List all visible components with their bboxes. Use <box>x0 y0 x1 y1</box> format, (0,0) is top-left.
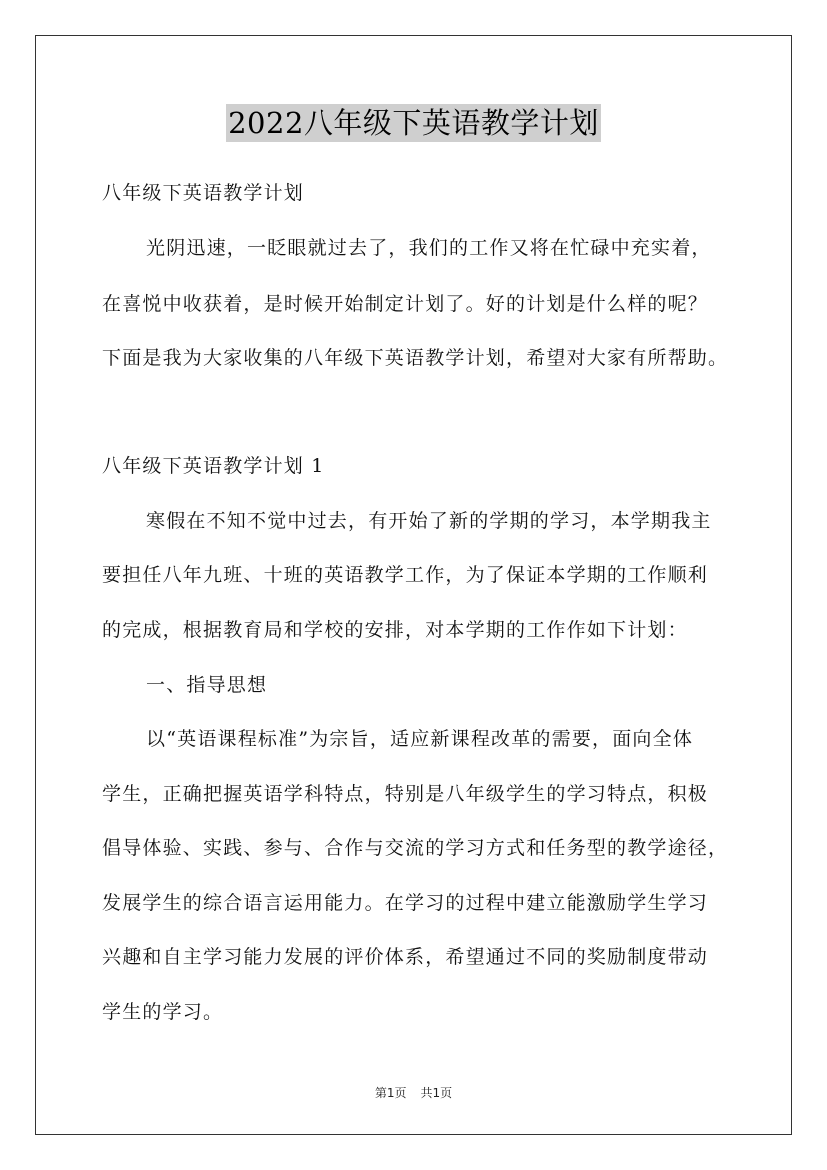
intro-line-1: 光阴迅速，一眨眼就过去了，我们的工作又将在忙碌中充实着， <box>146 237 712 259</box>
section-line-3: 的完成，根据教育局和学校的安排，对本学期的工作作如下计划： <box>102 619 688 641</box>
footer-page-number: 第1页 <box>374 1086 407 1100</box>
page-footer <box>0 1084 827 1101</box>
guide-line-2: 学生，正确把握英语学科特点，特别是八年级学生的学习特点，积极 <box>102 783 709 805</box>
guide-line-4: 发展学生的综合语言运用能力。在学习的过程中建立能激励学生学习 <box>102 892 709 914</box>
intro-line-3: 下面是我为大家收集的八年级下英语教学计划，希望对大家有所帮助。 <box>102 347 729 369</box>
guide-line-6: 学生的学习。 <box>102 1001 224 1023</box>
subtitle: 八年级下英语教学计划 <box>102 182 305 204</box>
guide-line-3: 倡导体验、实践、参与、合作与交流的学习方式和任务型的教学途径， <box>102 837 729 859</box>
document-title <box>0 104 827 142</box>
guide-line-1: 以“英语课程标准”为宗旨，适应新课程改革的需要，面向全体 <box>146 728 694 750</box>
document-title-text: 2022八年级下英语教学计划 <box>228 106 599 140</box>
section-line-1: 寒假在不知不觉中过去，有开始了新的学期的学习，本学期我主 <box>146 510 712 532</box>
intro-line-2: 在喜悦中收获着，是时候开始制定计划了。好的计划是什么样的呢？ <box>102 293 709 315</box>
guide-line-5: 兴趣和自主学习能力发展的评价体系，希望通过不同的奖励制度带动 <box>102 946 709 968</box>
section-heading: 八年级下英语教学计划 1 <box>102 455 325 477</box>
section-line-2: 要担任八年九班、十班的英语教学工作，为了保证本学期的工作顺利 <box>102 564 709 586</box>
guide-heading: 一、指导思想 <box>146 674 268 696</box>
footer-page-total: 共1页 <box>420 1086 453 1100</box>
